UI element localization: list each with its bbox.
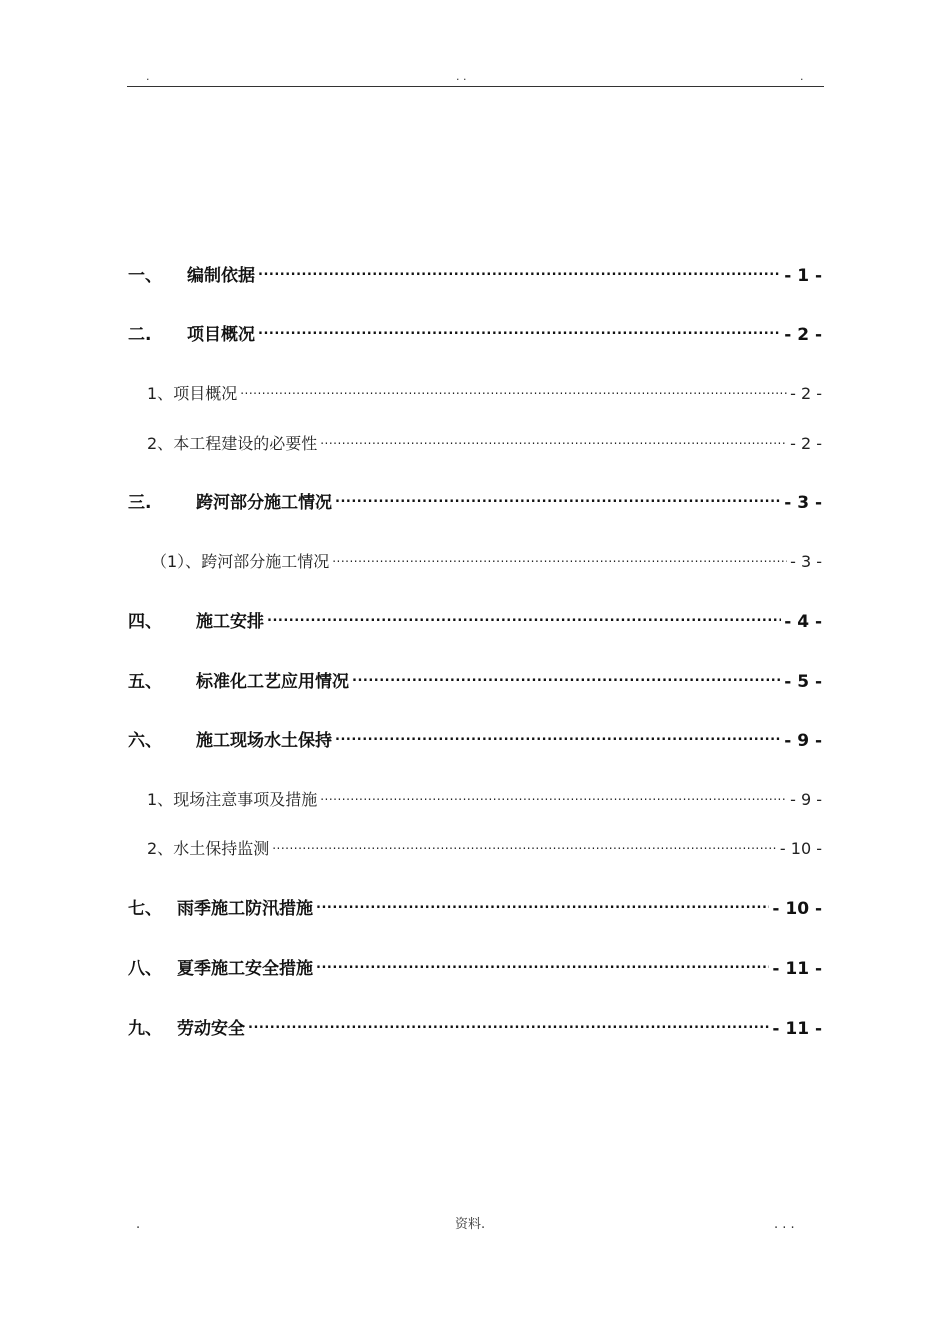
toc-entry[interactable] [128,603,822,632]
toc-entry-number: 六、 [128,731,162,751]
toc-entry-page: - 3 - [790,552,822,571]
toc-entry-number: 1、 [147,384,174,403]
toc-entry-number: 三. [128,493,152,513]
toc-entry-page: - 9 - [784,731,822,751]
toc-dot-leader [248,1010,769,1034]
toc-dot-leader [352,663,781,687]
toc-entry-page: - 11 - [772,1019,822,1039]
toc-entry-title: 标准化工艺应用情况 [196,672,349,692]
toc-entry-number: 八、 [128,959,162,979]
toc-entry[interactable] [128,950,822,979]
toc-entry-number: 2、 [147,434,174,453]
toc-entry[interactable] [128,890,822,919]
toc-entry-page: - 2 - [790,384,822,403]
toc-entry-title: 本工程建设的必要性 [173,434,318,453]
toc-dot-leader [267,603,781,627]
toc-dot-leader [272,830,777,854]
toc-dot-leader [258,316,781,340]
toc-entry-title: 跨河部分施工情况 [201,552,330,571]
toc-entry[interactable] [128,316,822,345]
footer-label: 资料. [455,1217,486,1232]
toc-dot-leader [335,484,781,508]
toc-entry-title: 劳动安全 [177,1019,245,1039]
header-dot-right: . [800,70,804,83]
toc-entry-number: 二. [128,325,152,345]
toc-entry[interactable] [151,543,822,571]
toc-dot-leader [332,543,787,567]
toc-entry-page: - 10 - [779,839,822,858]
toc-entry[interactable] [147,830,822,858]
toc-entry-title: 编制依据 [187,266,255,286]
toc-entry-title: 夏季施工安全措施 [177,959,313,979]
header-dot-left: . [146,70,150,83]
toc-dot-leader [320,781,787,805]
footer-dot-right: . . . [774,1217,795,1232]
toc-entry-title: 水土保持监测 [173,839,270,858]
toc-entry-page: - 2 - [784,325,822,345]
toc-entry[interactable] [128,1010,822,1039]
toc-entry[interactable] [147,375,822,403]
toc-entry[interactable] [128,484,822,513]
toc-dot-leader [240,375,787,399]
toc-entry-title: 施工现场水土保持 [196,731,332,751]
toc-entry[interactable] [128,722,822,751]
toc-entry-title: 项目概况 [173,384,238,403]
header-rule [127,86,824,87]
toc-entry-number: 九、 [128,1019,162,1039]
toc-entry-title: 施工安排 [196,612,264,632]
toc-dot-leader [316,890,769,914]
toc-entry[interactable] [147,781,822,809]
toc-entry-number: 一、 [128,266,162,286]
toc-entry-page: - 10 - [772,899,822,919]
toc-dot-leader [335,722,781,746]
toc-entry-page: - 5 - [784,672,822,692]
toc-entry-number: 七、 [128,899,162,919]
toc-entry-page: - 3 - [784,493,822,513]
toc-entry[interactable] [128,257,822,286]
toc-dot-leader [316,950,769,974]
footer-dot-left: . [136,1217,141,1232]
toc-entry-number: 2、 [147,839,174,858]
toc-entry-number: 1、 [147,790,174,809]
toc-entry-page: - 9 - [790,790,822,809]
toc-entry-page: - 11 - [772,959,822,979]
toc-entry-title: 跨河部分施工情况 [196,493,332,513]
toc-entry-page: - 1 - [784,266,822,286]
toc-dot-leader [258,257,781,281]
toc-dot-leader [320,425,787,449]
toc-entry-number: 五、 [128,672,162,692]
toc-entry-page: - 4 - [784,612,822,632]
toc-entry[interactable] [128,663,822,692]
toc-entry-page: - 2 - [790,434,822,453]
header-dot-center: . . [456,70,467,83]
toc-entry-number: （1）、 [151,552,202,571]
toc-entry-title: 雨季施工防汛措施 [177,899,313,919]
toc-entry[interactable] [147,425,822,453]
toc-entry-title: 项目概况 [187,325,255,345]
toc-entry-number: 四、 [128,612,162,632]
toc-entry-title: 现场注意事项及措施 [173,790,318,809]
